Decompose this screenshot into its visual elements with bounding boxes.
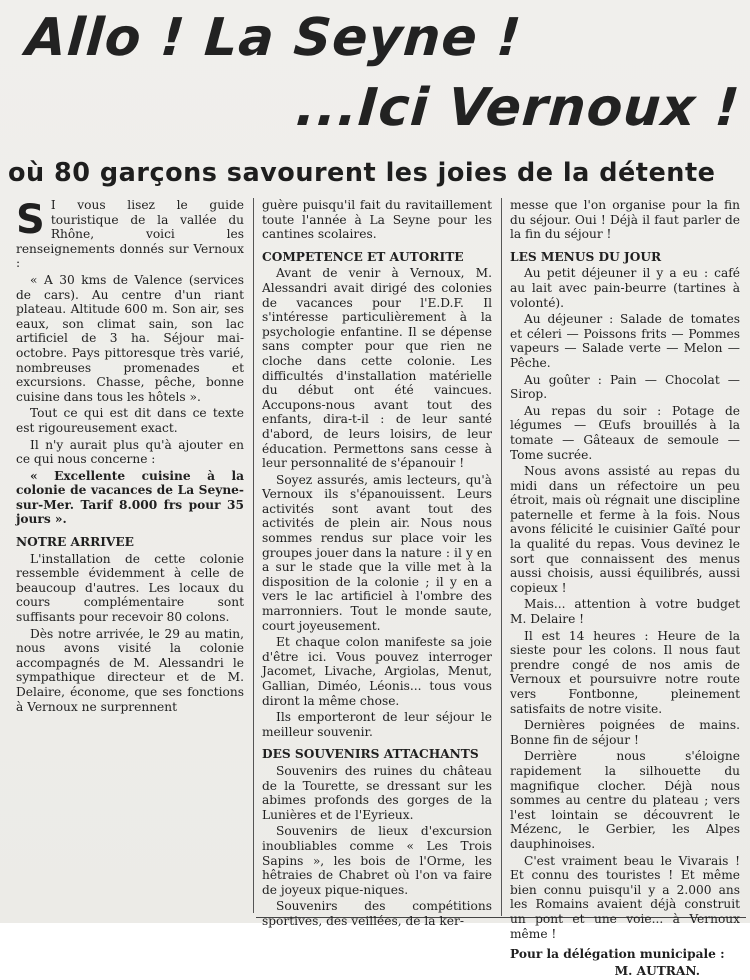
- section-heading: DES SOUVENIRS ATTACHANTS: [262, 747, 479, 762]
- section-heading: COMPETENCE ET AUTORITE: [262, 249, 464, 264]
- paragraph: « A 30 kms de Valence (services de cars). Au centre d'un riant plateau. Altitude 600 m. Son air, ses eaux, son climat sain, son lac artificiel de 3 ha. Séjour mai-octobre. Pays pittoresque très varié, nombreuses promenades et excursions. Chasse, pêche, bonne cuisine dans tous les hôtels ».: [16, 272, 244, 404]
- paragraph: Au goûter : Pain — Chocolat — Sirop.: [510, 372, 740, 402]
- paragraph: Tout ce qui est dit dans ce texte est rigoureusement exact.: [16, 406, 244, 435]
- paragraph: Et chaque colon manifeste sa joie d'être ici. Vous pouvez interroger Jacomet, Livache, Argiolas, Menut, Gallian, Diméo, Léonis... tous vous diront la même chose.: [262, 635, 492, 708]
- paragraph: Avant de venir à Vernoux, M. Alessandri avait dirigé des colonies de vacances pour l'E.D.F. Il s'intéresse particulièrement à la psychologie enfantine. Il se dépense sans compter pour que rien ne cloche dans cette colonie. Les difficultés d'installation matérielle du début ont été vaincues. Accupons-nous avant tout des enfants, dira-t-il : de leur santé d'abord, de leurs loisirs, de leur éducation. Permettons sans cesse à leur personnalité de s'épanouir !: [262, 266, 492, 471]
- paragraph: Au repas du soir : Potage de légumes — Œufs brouillés à la tomate — Gâteaux de semoule — Tome sucrée.: [510, 403, 740, 462]
- paragraph: Soyez assurés, amis lecteurs, qu'à Vernoux ils s'épanouissent. Leurs activités sont avant tout des activités de plein air. Nous nous sommes rendus sur place voir les groupes jouer dans la nature : il y en a sur le stade que la ville met à la disposition de la colonie ; il y en a vers le lac artificiel à l'ombre des marronniers. Tout le monde saute, court joyeusement.: [262, 472, 492, 633]
- paragraph: Souvenirs des compétitions sportives, des veillées, de la ker-: [262, 899, 492, 928]
- intro-text: I vous lisez le guide touristique de la vallée du Rhône, voici les renseignements donnés sur Vernoux :: [16, 198, 244, 271]
- headline-line-1: Allo ! La Seyne !: [23, 8, 524, 68]
- article-column-3: [510, 198, 740, 980]
- intro-paragraph: [16, 198, 244, 271]
- column-divider: [501, 198, 502, 916]
- column-divider: [253, 198, 254, 913]
- paragraph: C'est vraiment beau le Vivarais ! Et connu des touristes ! Et même bien connu puisqu'il y a 2.000 ans les Romains avaient déjà construit un pont et une voie... à Vernoux même !: [510, 853, 740, 941]
- paragraph: Dernières poignées de mains. Bonne fin de séjour !: [510, 718, 740, 747]
- headline-subtitle: où 80 garçons savourent les joies de la détente: [8, 158, 716, 188]
- section-heading: NOTRE ARRIVEE: [16, 535, 134, 550]
- article-column-2: [262, 198, 492, 931]
- paragraph: Il n'y aurait plus qu'à ajouter en ce qui nous concerne :: [16, 437, 244, 467]
- paragraph: Mais... attention à votre budget M. Delaire !: [510, 597, 740, 627]
- paragraph: messe que l'on organise pour la fin du séjour. Oui ! Déjà il faut parler de la fin du séjour !: [510, 198, 740, 242]
- signature-name: M. AUTRAN.: [614, 963, 700, 978]
- paragraph: Dès notre arrivée, le 29 au matin, nous avons visité la colonie accompagnés de M. Alessandri le sympathique directeur et de M. Delaire, économe, que ses fonctions à Vernoux ne surprennent: [16, 626, 244, 714]
- paragraph: Souvenirs de lieux d'excursion inoubliables comme « Les Trois Sapins », les bois de l'Orme, les hêtraies de Chabret où l'on va faire de joyeux pique-niques.: [262, 824, 492, 897]
- section-heading: LES MENUS DU JOUR: [510, 249, 662, 264]
- paragraph: L'installation de cette colonie ressemble évidemment à celle de beaucoup d'autres. Les locaux du cours complémentaire sont suffisants pour recevoir 80 colons.: [16, 551, 244, 625]
- paragraph: Derrière nous s'éloigne rapidement la silhouette du magnifique clocher. Déjà nous sommes au centre du plateau ; vers l'est lointain se découvrent le Mézenc, le Gerbier, les Alpes dauphinoises.: [510, 749, 740, 851]
- paragraph: Ils emporteront de leur séjour le meilleur souvenir.: [262, 710, 492, 739]
- paragraph: guère puisqu'il fait du ravitaillement toute l'année à La Seyne pour les cantines scolaires.: [262, 198, 492, 242]
- drop-cap: S: [16, 197, 45, 243]
- headline-line-2: ...Ici Vernoux !: [293, 78, 742, 138]
- paragraph: Au déjeuner : Salade de tomates et céleri — Poissons frits — Pommes vapeurs — Salade verte — Melon — Pêche.: [510, 312, 740, 370]
- paragraph: Au petit déjeuner il y a eu : café au lait avec pain-beurre (tartines à volonté).: [510, 266, 740, 310]
- paragraph: Il est 14 heures : Heure de la sieste pour les colons. Il nous faut prendre congé de nos amis de Vernoux et poursuivre notre route vers Fontbonne, pleinement satisfaits de notre visite.: [510, 628, 740, 716]
- article-column-1: [16, 198, 244, 716]
- signature-line: Pour la délégation municipale :: [510, 947, 725, 962]
- paragraph: Nous avons assisté au repas du midi dans un réfectoire un peu étroit, mais où régnait une discipline paternelle et ferme à la fois. Nous avons félicité le cuisinier Gaïté pour la qualité du repas. Vous devinez le sort que connaissent des menus aussi choisis, aussi équilibrés, aussi copieux !: [510, 464, 740, 595]
- paragraph: « Excellente cuisine à la colonie de vacances de La Seyne-sur-Mer. Tarif 8.000 frs pour 35 jours ».: [16, 468, 244, 527]
- paragraph: Souvenirs des ruines du château de la Tourette, se dressant sur les abimes profonds des gorges de la Lunières et de l'Eyrieux.: [262, 763, 492, 822]
